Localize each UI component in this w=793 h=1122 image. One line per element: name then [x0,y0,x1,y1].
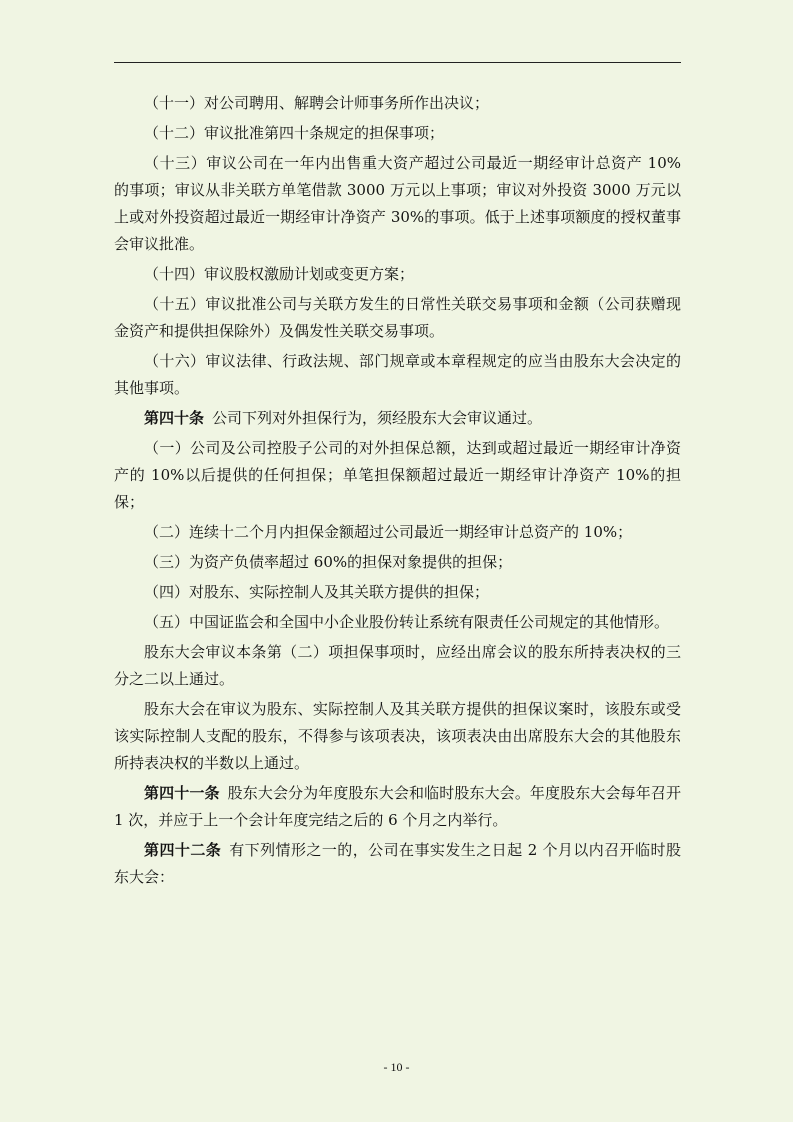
article-41-label: 第四十一条 [144,784,220,802]
article-41 [114,780,681,834]
article-40-label: 第四十条 [144,409,205,427]
paragraph-item-15: （十五）审议批准公司与关联方发生的日常性关联交易事项和金额（公司获赠现金资产和提供担保除外）及偶发性关联交易事项。 [114,295,681,340]
paragraph-item-11: （十一）对公司聘用、解聘会计师事务所作出决议； [144,94,490,112]
page-number: - 10 - [383,1060,410,1074]
article-40-text: 公司下列对外担保行为，须经股东大会审议通过。 [212,409,543,427]
paragraph-item-12: （十二）审议批准第四十条规定的担保事项； [144,124,445,142]
guarantee-item-4: （四）对股东、实际控制人及其关联方提供的担保； [144,583,490,601]
article-40 [114,405,681,432]
header-rule [114,62,681,63]
guarantee-item-1: （一）公司及公司控股子公司的对外担保总额，达到或超过最近一期经审计净资产的 10%以后提供的任何担保；单笔担保额超过最近一期经审计净资产 10%的担保； [114,439,681,511]
guarantee-item-2: （二）连续十二个月内担保金额超过公司最近一期经审计总资产的 10%； [144,523,633,541]
paragraph-item-13: （十三）审议公司在一年内出售重大资产超过公司最近一期经审计总资产 10% 的事项；审议从非关联方单笔借款 3000 万元以上事项；审议对外投资 3000 万元以上或对外投资超过最近一期经审计净资产 30%的事项。低于上述事项额度的授权董事会审议批准。 [114,154,681,253]
guarantee-item-5: （五）中国证监会和全国中小企业股份转让系统有限责任公司规定的其他情形。 [144,613,670,631]
document-body [114,90,681,891]
guarantee-item-3: （三）为资产负债率超过 60%的担保对象提供的担保； [144,553,513,571]
paragraph-item-16: （十六）审议法律、行政法规、部门规章或本章程规定的应当由股东大会决定的其他事项。 [114,352,681,397]
paragraph-related-party-vote: 股东大会在审议为股东、实际控制人及其关联方提供的担保议案时，该股东或受该实际控制人支配的股东，不得参与该项表决，该项表决由出席股东大会的其他股东所持表决权的半数以上通过。 [114,700,681,772]
paragraph-two-thirds-vote: 股东大会审议本条第（二）项担保事项时，应经出席会议的股东所持表决权的三分之二以上通过。 [114,643,681,688]
article-42-label: 第四十二条 [144,841,222,859]
article-42-text: 有下列情形之一的，公司在事实发生之日起 2 个月以内召开临时股东大会： [114,841,681,886]
article-41-text: 股东大会分为年度股东大会和临时股东大会。年度股东大会每年召开 1 次，并应于上一个会计年度完结之后的 6 个月之内举行。 [114,784,681,829]
paragraph-item-14: （十四）审议股权激励计划或变更方案； [144,265,415,283]
article-42 [114,837,681,891]
